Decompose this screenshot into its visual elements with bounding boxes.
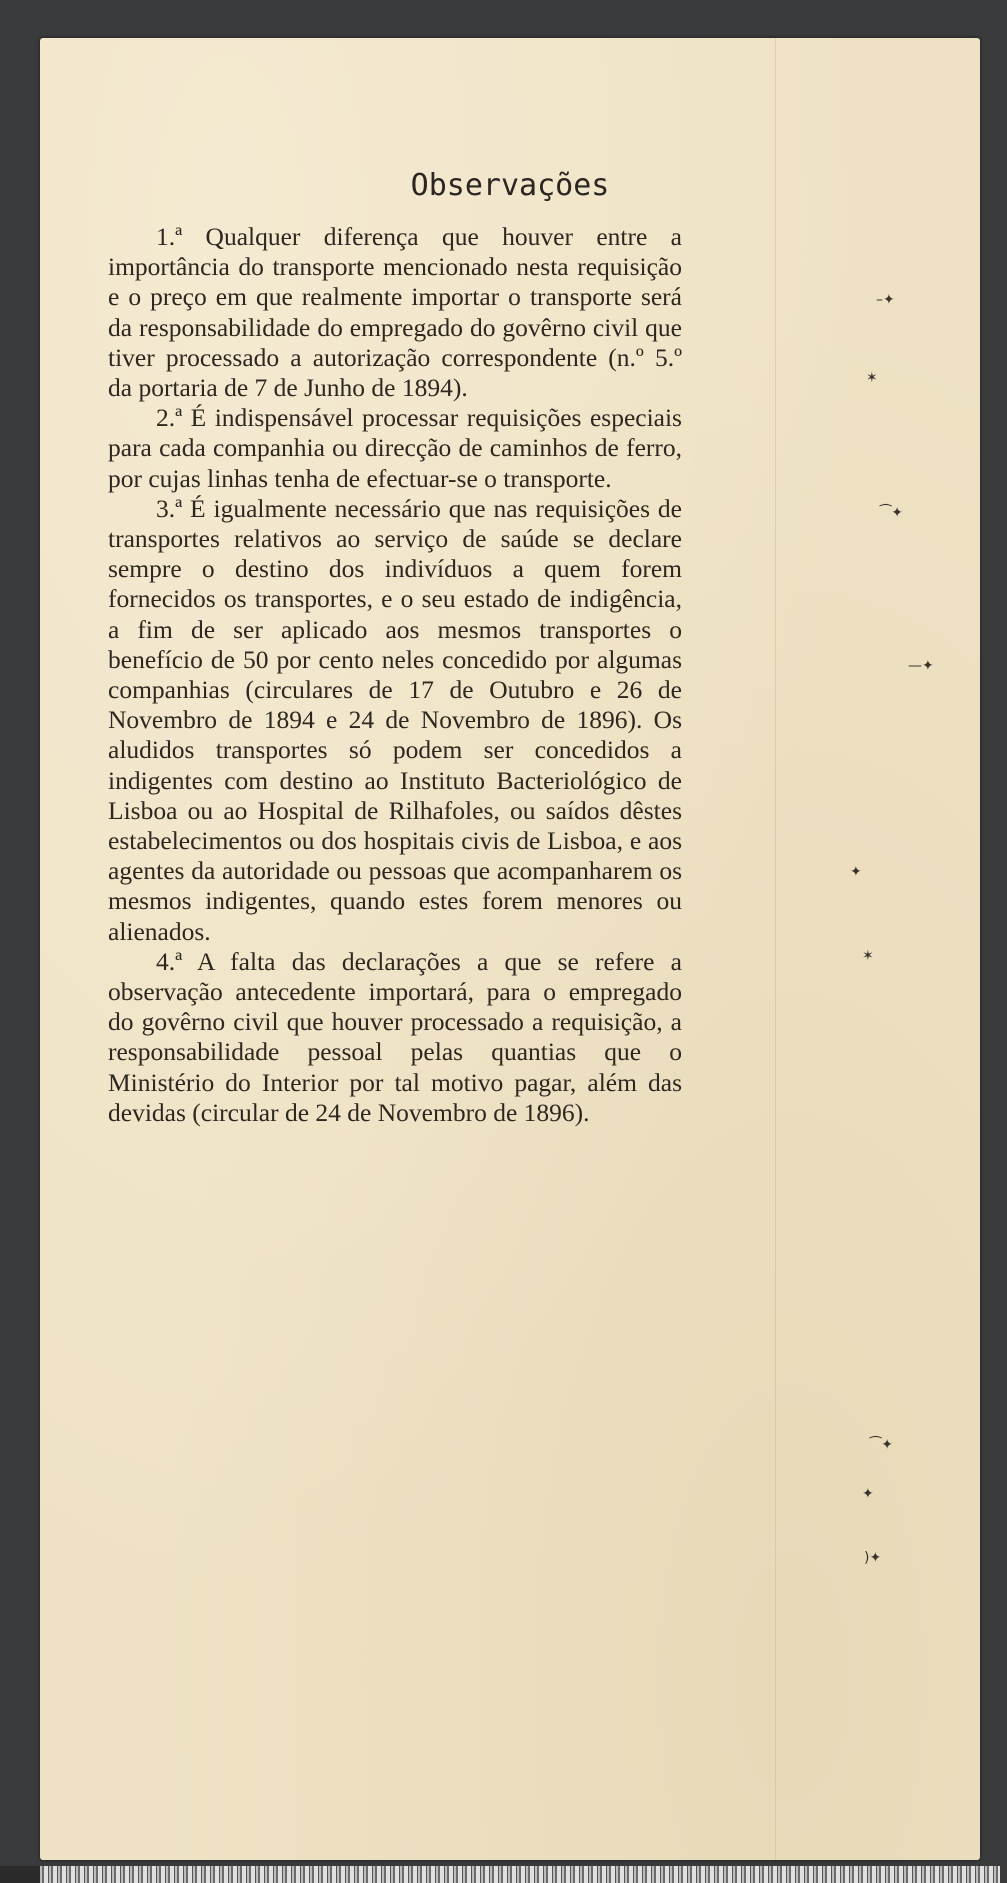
scan-ruler [40, 1866, 1000, 1883]
binding-mark: ✶ [862, 948, 874, 964]
observations-body [108, 222, 682, 1128]
binding-mark: ✦ [850, 864, 862, 880]
binding-mark: –✦ [876, 292, 895, 308]
scan-edge [0, 1866, 40, 1883]
observation-paragraph-1: 1.ª Qualquer diferença que houver entre a importância do transporte mencionado nesta requisição e o preço em que realmente importar o transporte será da responsabilidade do empregado do govêrno civil que tiver processado a autorização correspondente (n.º 5.º da portaria de 7 de Junho de 1894). [108, 222, 682, 403]
paper-fold [775, 38, 776, 1860]
binding-mark: ⁀✦ [880, 505, 903, 521]
binding-mark: )✦ [864, 1550, 882, 1566]
binding-mark: —✦ [908, 658, 934, 674]
page-title: Observações [410, 168, 610, 203]
observation-paragraph-3: 3.ª É igualmente necessário que nas requisições de transportes relativos ao serviço de saúde se declare sempre o destino dos indivíduos a quem forem fornecidos os transportes, e o seu estado de indigência, a fim de ser aplicado aos mesmos transportes o benefício de 50 por cento neles concedido por algumas companhias (circulares de 17 de Outubro e 26 de Novembro de 1894 e 24 de Novembro de 1896). Os aludidos transportes só podem ser concedidos a indigentes com destino ao Instituto Bacteriológico de Lisboa ou ao Hospital de Rilhafoles, ou saídos dêstes estabelecimentos ou dos hospitais civis de Lisboa, e aos agentes da autoridade ou pessoas que acompanharem os mesmos indigentes, quando estes forem menores ou alienados. [108, 493, 682, 946]
observation-paragraph-2: 2.ª É indispensável processar requisições especiais para cada companhia ou direcção de caminhos de ferro, por cujas linhas tenha de efectuar-se o transporte. [108, 403, 682, 493]
binding-mark: ✶ [866, 370, 878, 386]
observation-paragraph-4: 4.ª A falta das declarações a que se refere a observação antecedente importará, para o empregado do govêrno civil que houver processado a requisição, a responsabilidade pessoal pelas quantias que o Ministério do Interior por tal motivo pagar, além das devidas (circular de 24 de Novembro de 1896). [108, 946, 682, 1127]
binding-mark: ✦ [862, 1486, 874, 1502]
binding-mark: ⁀✦ [870, 1437, 893, 1453]
